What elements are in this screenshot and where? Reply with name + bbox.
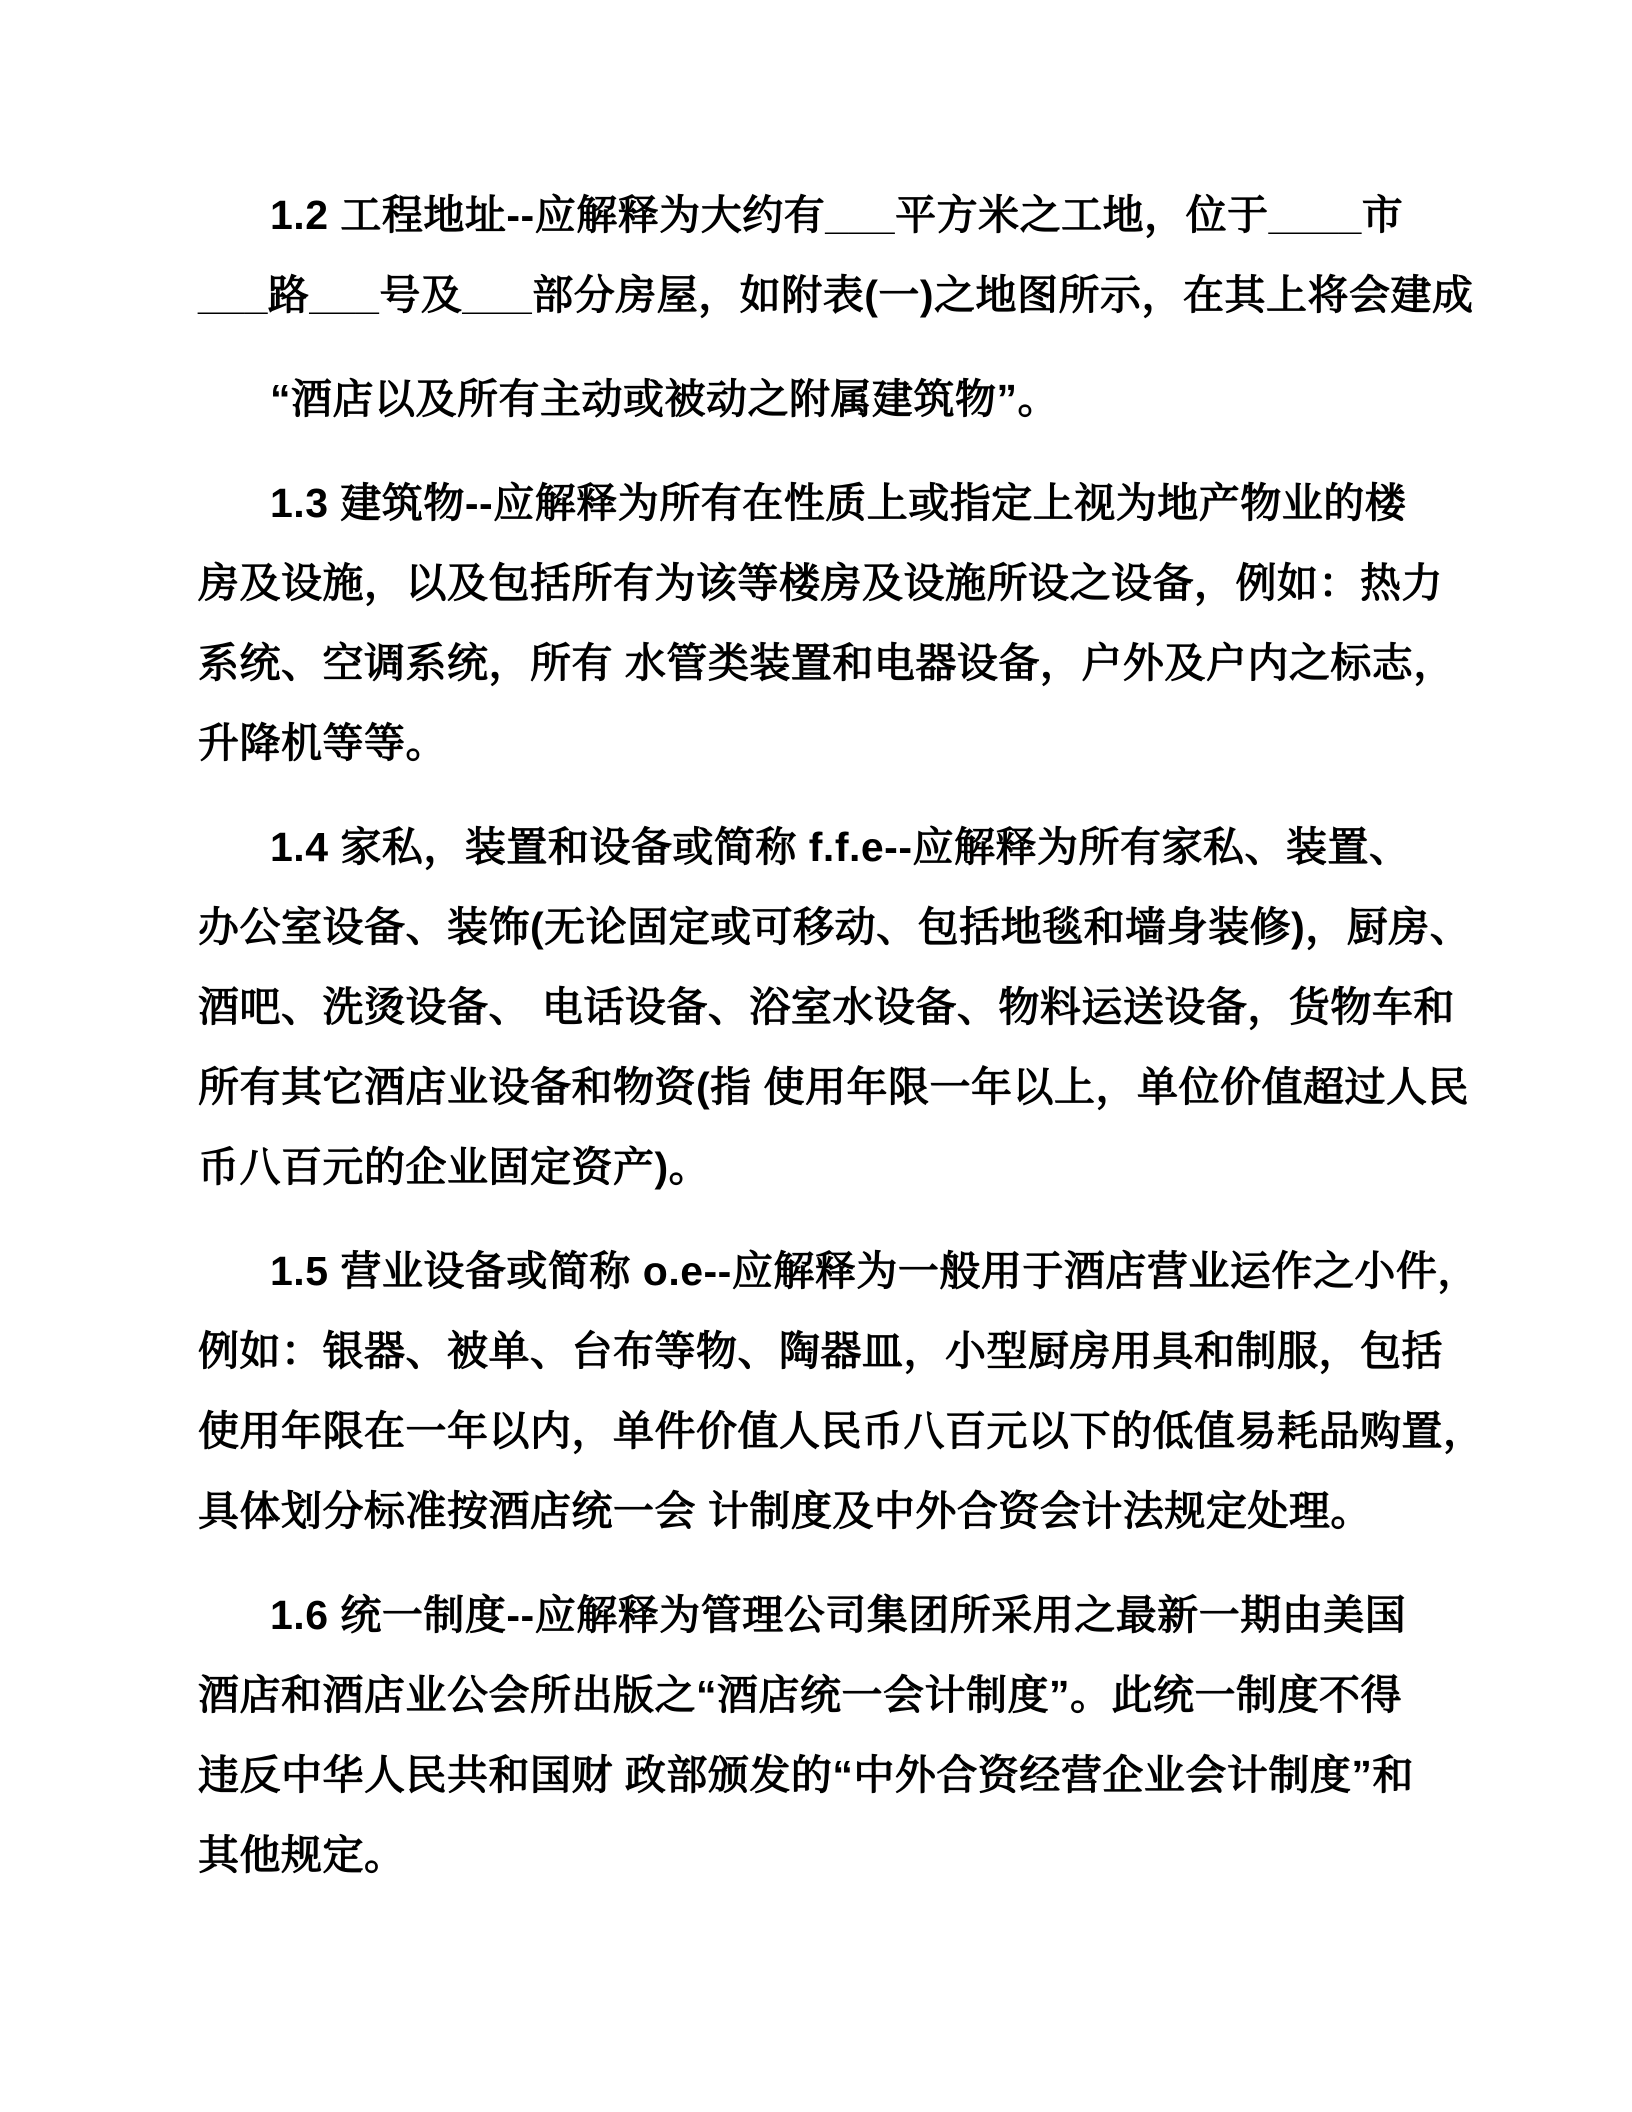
- text-line-clause-1-6-2: 酒店和酒店业公会所出版之“酒店统一会计制度”。此统一制度不得: [198, 1672, 1402, 1718]
- text-line-clause-1-5-3: 使用年限在一年以内，单件价值人民币八百元以下的低值易耗品购置，: [198, 1408, 1485, 1454]
- text-line-clause-1-4-3: 酒吧、洗烫设备、 电话设备、浴室水设备、物料运送设备，货物车和: [198, 984, 1455, 1030]
- text-line-clause-1-3-3: 系统、空调系统，所有 水管类装置和电器设备，户外及户内之标志，: [198, 640, 1455, 686]
- text-line-clause-1-2-1: 1.2 工程地址--应解释为大约有___平方米之工地，位于____市: [270, 192, 1404, 238]
- document-body: [198, 175, 1485, 1895]
- text-line-clause-1-6-3: 违反中华人民共和国财 政部颁发的“中外合资经营企业会计制度”和: [198, 1752, 1414, 1798]
- text-line-clause-1-3-1: 1.3 建筑物--应解释为所有在性质上或指定上视为地产物业的楼: [270, 480, 1407, 526]
- text-line-clause-1-4-1: 1.4 家私，装置和设备或简称 f.f.e--应解释为所有家私、装置、: [270, 824, 1411, 870]
- text-line-clause-1-3-4: 升降机等等。: [198, 720, 447, 766]
- text-line-clause-1-5-4: 具体划分标准按酒店统一会 计制度及中外合资会计法规定处理。: [198, 1488, 1372, 1534]
- text-line-clause-1-5-2: 例如：银器、被单、台布等物、陶器皿，小型厨房用具和制服，包括: [198, 1328, 1443, 1374]
- text-line-clause-1-4-2: 办公室设备、装饰(无论固定或可移动、包括地毯和墙身装修)，厨房、: [198, 904, 1472, 950]
- text-line-clause-1-6-1: 1.6 统一制度--应解释为管理公司集团所采用之最新一期由美国: [270, 1592, 1407, 1638]
- text-line-clause-1-3-2: 房及设施，以及包括所有为该等楼房及设施所设之设备，例如：热力: [198, 560, 1443, 606]
- text-line-clause-1-4-4: 所有其它酒店业设备和物资(指 使用年限一年以上，单位价值超过人民: [198, 1064, 1470, 1110]
- text-line-clause-1-4-5: 币八百元的企业固定资产)。: [198, 1144, 711, 1190]
- text-line-clause-1-5-1: 1.5 营业设备或简称 o.e--应解释为一般用于酒店营业运作之小件，: [270, 1248, 1479, 1294]
- text-line-clause-1-6-4: 其他规定。: [198, 1832, 406, 1878]
- text-line-clause-1-2-quote-1: “酒店以及所有主动或被动之附属建筑物”。: [270, 376, 1059, 422]
- text-line-clause-1-2-2: ___路___号及___部分房屋，如附表(一)之地图所示，在其上将会建成: [198, 272, 1474, 318]
